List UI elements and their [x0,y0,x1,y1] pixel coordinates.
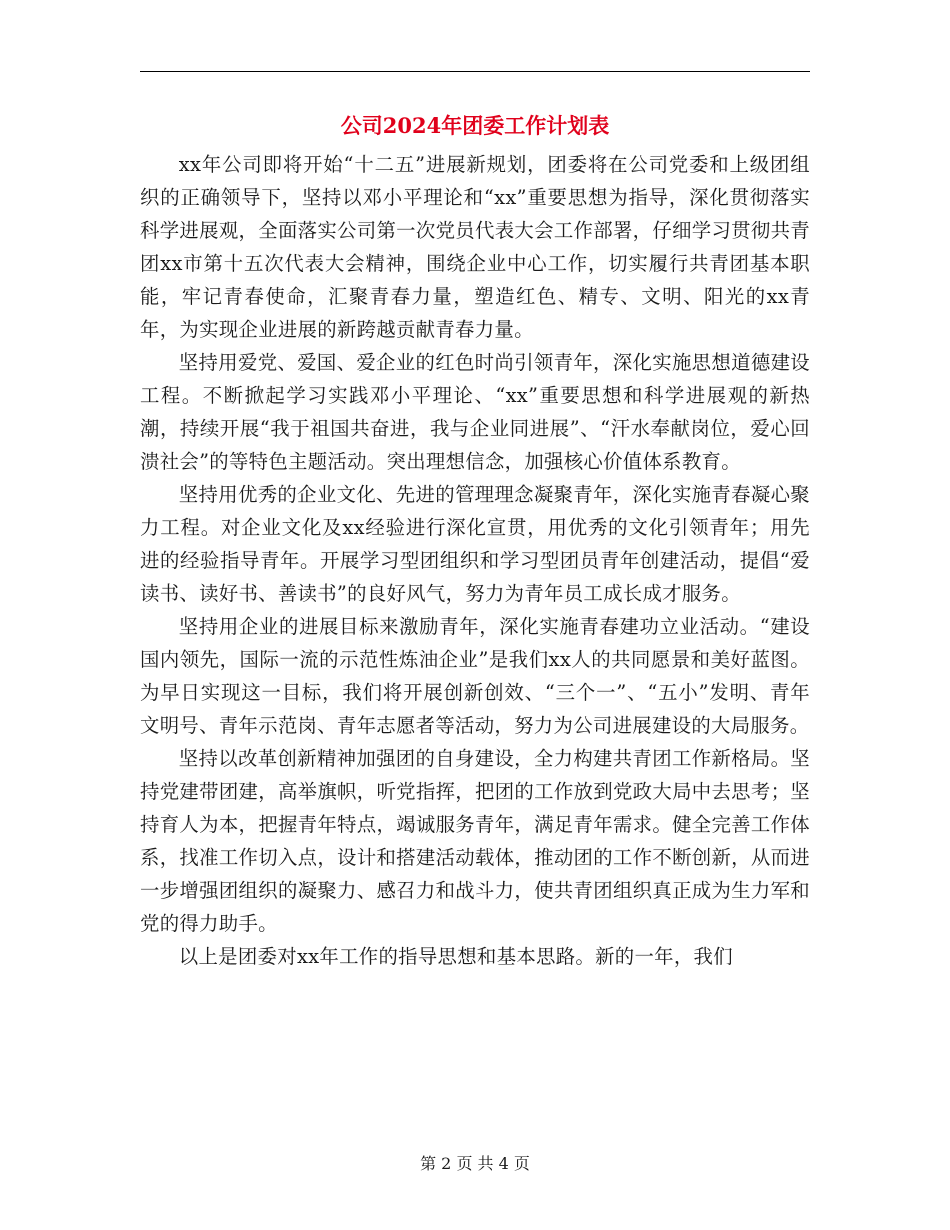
document-title: 公司2024年团委工作计划表 [340,113,610,138]
header-rule [140,71,810,72]
paragraph-closing: 以上是团委对xx年工作的指导思想和基本思路。新的一年，我们 [178,945,733,968]
paragraph-ideology: 坚持用爱党、爱国、爱企业的红色时尚引领青年，深化实施思想道德建设工程。不断掀起学习实践邓小平理论、“xx”重要思想和科学进展观的新热潮，持续开展“我于祖国共奋进，我与企业同进展”、“汗水奉献岗位，爱心回溃社会”的等特色主题活动。突出理想信念，加强核心价值体系教育。 [140,351,810,473]
paragraph-goals: 坚持用企业的进展目标来激励青年，深化实施青春建功立业活动。“建设国内领先，国际一流的示范性炼油企业”是我们xx人的共同愿景和美好蓝图。为早日实现这一目标，我们将开展创新创效、“三个一”、“五小”发明、青年文明号、青年示范岗、青年志愿者等活动，努力为公司进展建设的大局服务。 [140,615,810,737]
paragraph-reform: 坚持以改革创新精神加强团的自身建设，全力构建共青团工作新格局。坚持党建带团建，高举旗帜，听党指挥，把团的工作放到党政大局中去思考；坚持育人为本，把握青年特点，竭诚服务青年，满足青年需求。健全完善工作体系，找准工作切入点，设计和搭建活动载体，推动团的工作不断创新，从而进一步增强团组织的凝聚力、感召力和战斗力，使共青团组织真正成为生力军和党的得力助手。 [140,747,810,935]
paragraph-culture: 坚持用优秀的企业文化、先进的管理理念凝聚青年，深化实施青春凝心聚力工程。对企业文化及xx经验进行深化宣贯，用优秀的文化引领青年；用先进的经验指导青年。开展学习型团组织和学习型团员青年创建活动，提倡“爱读书、读好书、善读书”的良好风气，努力为青年员工成长成才服务。 [140,483,810,605]
page-number: 第 2 页 共 4 页 [420,1154,530,1173]
document-body [140,148,810,973]
paragraph-intro: xx年公司即将开始“十二五”进展新规划，团委将在公司党委和上级团组织的正确领导下，坚持以邓小平理论和“xx”重要思想为指导，深化贯彻落实科学进展观，全面落实公司第一次党员代表大会工作部署，仔细学习贯彻共青团xx市第十五次代表大会精神，围绕企业中心工作，切实履行共青团基本职能，牢记青春使命，汇聚青春力量，塑造红色、精专、文明、阳光的xx青年，为实现企业进展的新跨越贡献青春力量。 [140,153,810,341]
